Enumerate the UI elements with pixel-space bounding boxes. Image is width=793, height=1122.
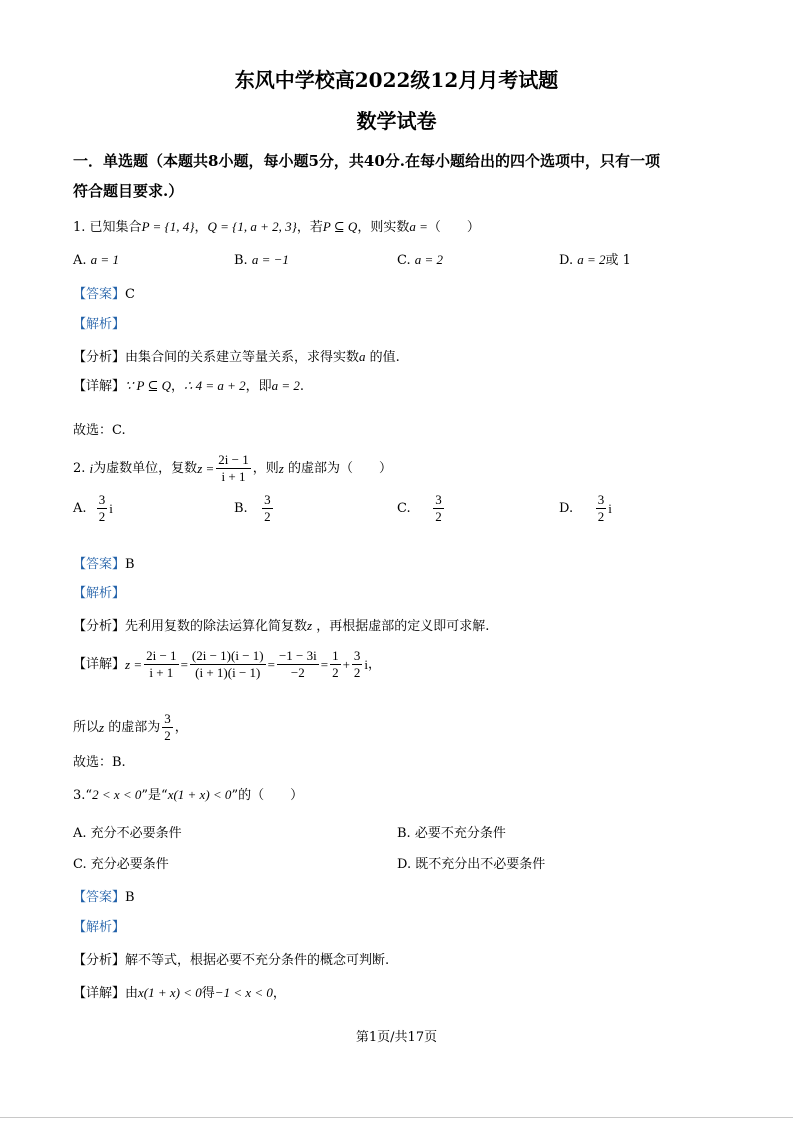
q3-stem: 3.“2 < x < 0”是“x(1 + x) < 0”的（ ） [73, 787, 304, 803]
q1-analysis-tag: 【解析】 [73, 317, 126, 332]
q3-fenxi: 【分析】解不等式，根据必要不充分条件的概念可判断. [73, 953, 390, 968]
q3-option-b: B. 必要不充分条件 [397, 826, 506, 841]
section-heading-line1: 一．单选题（本题共8小题，每小题5分，共40分.在每小题给出的四个选项中，只有一项 [73, 152, 660, 170]
q1-condition: P ⊆ Q [322, 219, 358, 234]
q1-comma: ， [194, 220, 208, 235]
q1-number: 1. [73, 220, 86, 235]
q2-answer: 【答案】B [73, 557, 135, 572]
q2-option-c: C. $\frac{3}{2}$ [397, 492, 442, 524]
q1-fenxi: 【分析】由集合间的关系建立等量关系，求得实数a 的值. [73, 349, 400, 365]
q1-option-c: C. a = 2 [397, 252, 444, 268]
section-heading-line2: 符合题目要求.） [73, 182, 184, 200]
q2-fenxi: 【分析】先利用复数的除法运算化简复数z ，再根据虚部的定义即可求解. [73, 618, 490, 634]
q3-option-d: D. 既不充分出不必要条件 [397, 857, 546, 872]
answer-tag: 【答案】 [73, 287, 126, 302]
page-title: 东风中学校高2022级12月月考试题 [234, 68, 559, 92]
q1-paren: （ ） [427, 220, 480, 235]
q1-detail: 【详解】∵ P ⊆ Q，∴ 4 = a + 2，即a = 2. [73, 378, 305, 394]
q3-analysis-tag: 【解析】 [73, 920, 126, 935]
q1-option-a: A. a = 1 [73, 252, 119, 268]
page-bottom-divider [0, 1117, 793, 1118]
q1-text1: 已知集合 [89, 220, 142, 235]
q3-option-a: A. 充分不必要条件 [73, 826, 182, 841]
q1-set-q: Q = {1, a + 2, 3} [207, 219, 297, 234]
page-subtitle: 数学试卷 [356, 109, 437, 133]
q1-text3: ，则实数 [357, 220, 410, 235]
q1-conclusion: 故选：C. [73, 423, 126, 438]
q2-fraction: $\frac{2i - 1}{i + 1}$ [218, 452, 249, 484]
q2-stem: 2. i 为虚数单位，复数 z = $\frac{2i - 1}{i + 1}$ ，则 z 的虚部为（ ） [73, 452, 392, 484]
q2-analysis-tag: 【解析】 [73, 586, 126, 601]
q2-detail: 【详解】 z = $\frac{2i - 1}{i + 1}$ = $\frac{(2i - 1)(i - 1)}{(i + 1)(i - 1)}$ = $\frac{-1 - 3i}{-2}$ = $\frac{1}{2}$ + $\frac{3}{2}$ i ， [73, 648, 382, 680]
q1-option-d: D. a = 2或 1 [559, 252, 631, 268]
page-footer: 第1页/共17页 [355, 1030, 438, 1045]
q2-option-b: B. $\frac{3}{2}$ [234, 492, 271, 524]
q1-text2: ，若 [296, 220, 323, 235]
q2-option-a: A. $\frac{3}{2}$ i [73, 492, 113, 524]
q1-option-b: B. a = −1 [234, 252, 289, 268]
q2-option-d: D. $\frac{3}{2}$ i [559, 492, 612, 524]
q3-answer: 【答案】B [73, 890, 135, 905]
q1-answer: 【答案】C [73, 287, 135, 302]
q2-conclusion: 故选：B. [73, 755, 126, 770]
q1-set-p: P = {1, 4} [141, 219, 195, 234]
q3-detail: 【详解】由x(1 + x) < 0得−1 < x < 0， [73, 985, 286, 1001]
q1-var: a = [409, 219, 428, 234]
q1-stem [73, 219, 480, 236]
q3-option-c: C. 充分必要条件 [73, 857, 169, 872]
q2-so: 所以 z 的虚部为 $\frac{3}{2}$ ， [73, 711, 188, 743]
